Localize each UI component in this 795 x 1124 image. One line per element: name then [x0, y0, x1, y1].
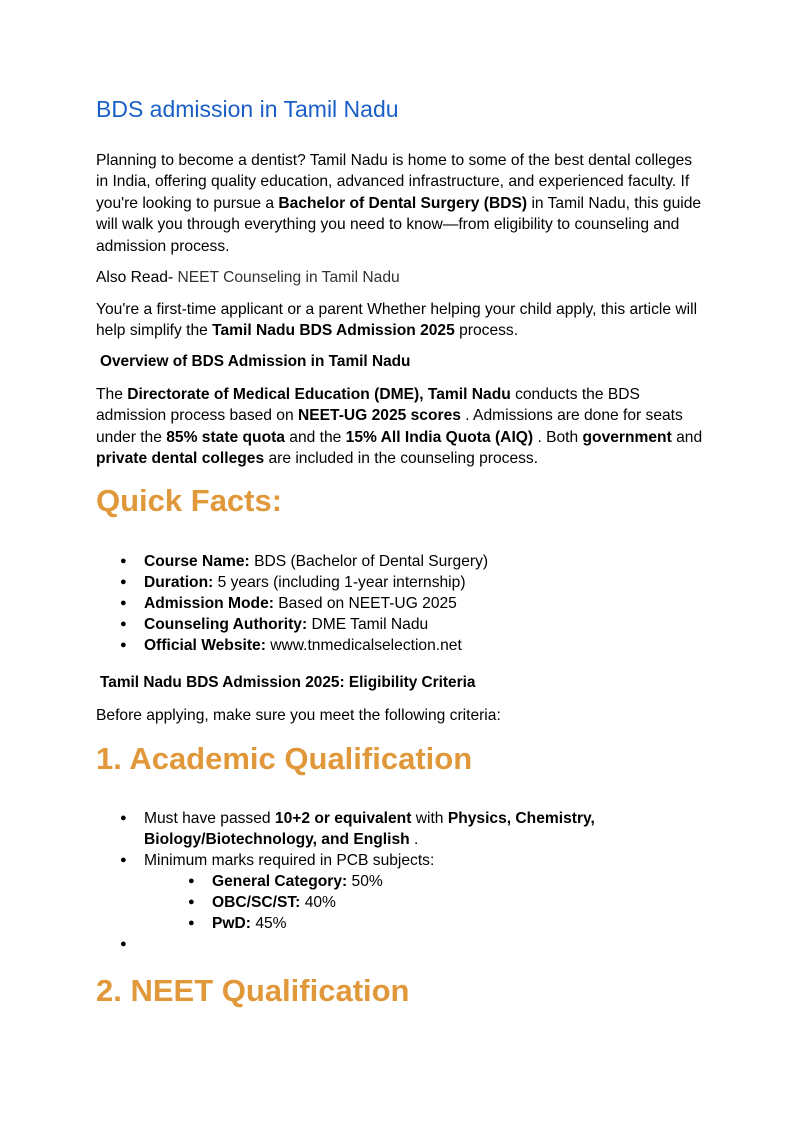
marks-list	[96, 871, 706, 934]
overview-text-4: and the	[284, 428, 346, 446]
fact-label: Course Name:	[144, 553, 250, 570]
academic-text-3: .	[409, 831, 419, 848]
overview-bold-6: private dental colleges	[96, 450, 265, 468]
neet-heading: 2. NEET Qualification	[96, 973, 410, 1008]
quick-facts-heading: Quick Facts:	[96, 483, 283, 518]
list-item	[96, 572, 706, 593]
overview-bold-2: NEET-UG 2025 scores	[297, 407, 461, 425]
fact-value: BDS (Bachelor of Dental Surgery)	[249, 553, 489, 570]
overview-text-6: and	[671, 428, 703, 446]
marks-value: 50%	[347, 873, 383, 890]
neet-counseling-link[interactable]: NEET Counseling in Tamil Nadu	[177, 269, 400, 286]
academic-bold-1: 10+2 or equivalent	[274, 810, 412, 827]
intro-paragraph	[96, 150, 706, 257]
applicant-bold: Tamil Nadu BDS Admission 2025	[212, 322, 455, 340]
fact-value: Based on NEET-UG 2025	[273, 595, 457, 612]
list-item	[96, 551, 706, 572]
marks-label: General Category:	[212, 873, 348, 890]
empty-list-item	[96, 934, 706, 955]
overview-text-2: conducts the BDS admission process based on	[96, 386, 640, 425]
marks-label: PwD:	[212, 915, 251, 932]
academic-heading: 1. Academic Qualification	[96, 741, 473, 776]
applicant-text: You're a first-time applicant or a parent Whether helping your child apply, this article will help simplify the	[96, 301, 698, 340]
marks-label: OBC/SC/ST:	[212, 894, 301, 911]
overview-text-5: . Both	[533, 428, 583, 446]
official-website-link[interactable]: www.tnmedicalselection.net	[265, 637, 462, 654]
fact-value: 5 years (including 1-year internship)	[213, 574, 466, 591]
page-title: BDS admission in Tamil Nadu	[96, 96, 399, 122]
applicant-text-end: process.	[454, 322, 519, 340]
quick-facts-list	[96, 551, 706, 656]
academic-text-1: Must have passed	[144, 810, 275, 827]
overview-bold-1: Directorate of Medical Education (DME), Tamil Nadu	[127, 386, 511, 403]
fact-label: Duration:	[144, 574, 214, 591]
academic-list	[96, 808, 706, 871]
marks-value: 40%	[300, 894, 336, 911]
before-applying-text: Before applying, make sure you meet the following criteria:	[96, 707, 501, 724]
overview-text-3: . Admissions are done for seats under the	[96, 407, 683, 446]
overview-paragraph	[96, 384, 706, 470]
also-read-line	[96, 267, 706, 288]
overview-bold-5: government	[582, 428, 672, 446]
fact-label: Counseling Authority:	[144, 616, 308, 633]
fact-label: Official Website:	[144, 637, 266, 654]
list-item	[96, 635, 706, 656]
list-item	[96, 614, 706, 635]
empty-list	[96, 934, 706, 955]
academic-text-2: with	[411, 810, 448, 827]
list-item	[96, 593, 706, 614]
intro-bold: Bachelor of Dental Surgery (BDS)	[278, 194, 528, 212]
overview-bold-3: 85% state quota	[166, 428, 285, 446]
list-item	[96, 808, 706, 850]
overview-bold-4: 15% All India Quota (AIQ)	[345, 428, 534, 446]
fact-value: DME Tamil Nadu	[307, 616, 429, 633]
list-item	[96, 892, 706, 913]
applicant-paragraph	[96, 299, 706, 342]
list-item	[96, 871, 706, 892]
intro-text-end: in Tamil Nadu, this guide will walk you through everything you need to know—from eligibility to counseling and admission process.	[96, 194, 702, 255]
overview-text-1: The	[96, 386, 128, 403]
overview-text-7: are included in the counseling process.	[264, 450, 539, 468]
fact-label: Admission Mode:	[144, 595, 274, 612]
list-item: ● Minimum marks required in PCB subjects:	[96, 850, 706, 871]
eligibility-heading: Tamil Nadu BDS Admission 2025: Eligibility Criteria	[100, 674, 476, 691]
also-read-label: Also Read-	[96, 269, 178, 286]
overview-heading: Overview of BDS Admission in Tamil Nadu	[100, 353, 411, 370]
intro-text: Planning to become a dentist? Tamil Nadu is home to some of the best dental colleges in India, offering quality education, advanced infrastructure, and experienced faculty. If you're looking to pursue a	[96, 152, 693, 212]
academic-bold-2: Physics, Chemistry, Biology/Biotechnology, and English	[144, 810, 595, 848]
list-item	[96, 913, 706, 934]
marks-value: 45%	[250, 915, 287, 932]
